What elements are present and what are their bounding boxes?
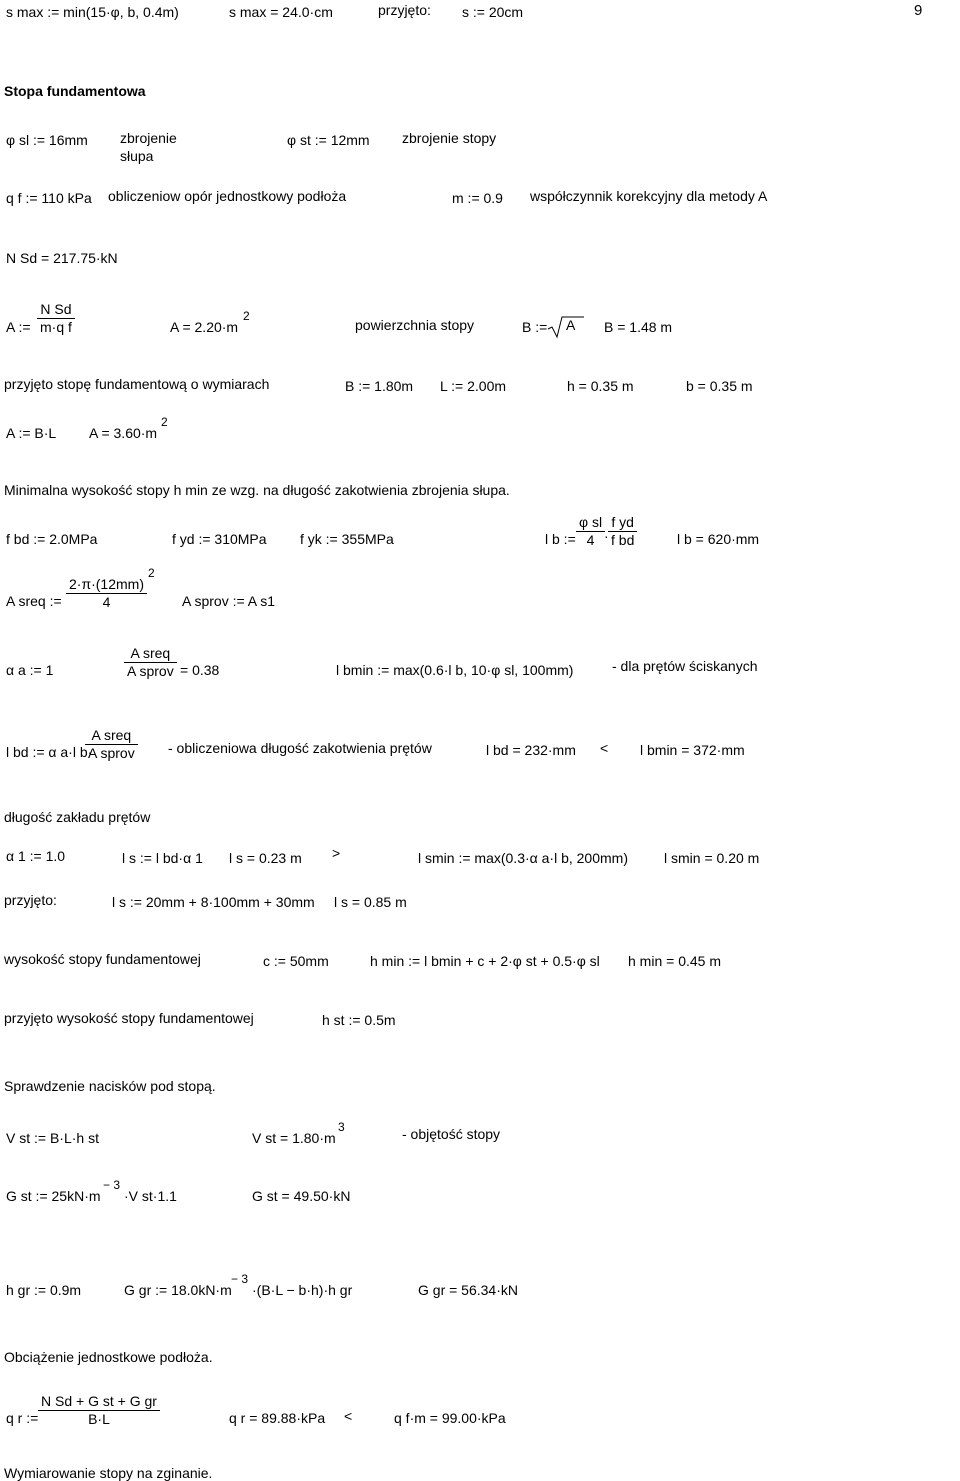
gst-value: G st = 49.50·kN [252,1188,351,1204]
B-lhs: B := [522,319,548,335]
asreq-numerator: 2·π·(12mm) [69,576,144,592]
lbmin-value: l bmin = 372·mm [640,742,745,758]
vst-exponent: 3 [338,1120,345,1134]
asprov-definition: A sprov := A s1 [182,593,276,609]
minimalna-wysokosc-label: Minimalna wysokość stopy h min ze wzg. na długość zakotwienia zbrojenia słupa. [4,482,510,498]
dla-pretow-label: - dla prętów ściskanych [612,658,758,674]
lb-fraction-2 [608,514,637,549]
wymiarowanie-heading: Wymiarowanie stopy na zginanie. [4,1465,213,1481]
lsmin-definition: l smin := max(0.3·α a·l b, 200mm) [418,850,628,866]
zbrojenie-slupa-label-2: słupa [120,148,154,164]
lb-denominator-2: f bd [611,532,635,548]
less-than-sign-2: < [344,1408,353,1424]
A-numerator: N Sd [40,301,72,317]
przyjeto-label: przyjęto: [378,2,431,18]
lbd-description: - obliczeniowa długość zakotwienia prętów [168,740,432,756]
lb-numerator-2: f yd [611,514,634,530]
asreq-lhs: A sreq := [6,593,62,609]
phi-sl-definition: φ sl := 16mm [6,132,88,148]
obciazenie-heading: Obciążenie jednostkowe podłoża. [4,1349,213,1365]
vst-value: V st = 1.80·m [252,1130,336,1146]
smax-value: s max = 24.0·cm [229,4,333,20]
ls-value: l s = 0.23 m [229,850,302,866]
qfm-value: q f·m = 99.00·kPa [394,1410,506,1426]
lbmin-definition: l bmin := max(0.6·l b, 10·φ sl, 100mm) [336,662,574,678]
A-denominator: m·q f [40,319,72,335]
qr-denominator: B·L [88,1411,110,1427]
lbd-numerator: A sreq [91,727,132,743]
qr-value: q r = 89.88·kPa [229,1410,326,1426]
gst-exponent: − 3 [103,1178,121,1192]
as-ratio-value: = 0.38 [180,662,220,678]
lb-fraction-1 [576,514,605,549]
dlugosc-zakladu-label: długość zakładu prętów [4,809,151,825]
vst-definition: V st := B·L·h st [6,1130,99,1146]
h-value: h = 0.35 m [567,378,634,394]
A-value: A = 2.20·m [170,319,239,335]
hgr-definition: h gr := 0.9m [6,1282,82,1298]
qr-lhs: q r := [6,1410,39,1426]
alpha1-definition: α 1 := 1.0 [6,848,66,864]
B-set: B := 1.80m [345,378,414,394]
m-description: współczynnik korekcyjny dla metody A [530,188,768,204]
hmin-definition: h min := l bmin + c + 2·φ st + 0.5·φ sl [370,953,600,969]
przyjeto-label-2: przyjęto: [4,892,57,908]
ls-definition: l s := l bd·α 1 [122,850,203,866]
qr-fraction [38,1393,160,1428]
as-ratio-fraction [124,645,177,680]
lbd-denominator: A sprov [88,745,135,761]
nsd-value: N Sd = 217.75·kN [6,250,118,266]
objetosc-label: - objętość stopy [402,1126,501,1142]
lb-lhs: l b := [545,531,576,547]
hmin-value: h min = 0.45 m [628,953,721,969]
phi-st-definition: φ st := 12mm [287,132,370,148]
gst-definition-tail: ·V st·1.1 [124,1188,177,1204]
zbrojenie-stopy-label: zbrojenie stopy [402,130,497,146]
asreq-exponent: 2 [148,566,155,580]
przyjeto-wymiary-label: przyjęto stopę fundamentową o wymiarach [4,376,270,392]
m-definition: m := 0.9 [452,190,503,206]
zbrojenie-slupa-label-1: zbrojenie [120,130,177,146]
wysokosc-stopy-label: wysokość stopy fundamentowej [4,951,201,967]
qr-numerator: N Sd + G st + G gr [41,1393,157,1409]
as-ratio-denominator: A sprov [127,663,174,679]
ggr-definition: G gr := 18.0kN·m [124,1282,232,1298]
lb-value: l b = 620·mm [677,531,760,547]
fyk-definition: f yk := 355MPa [300,531,394,547]
lb-denominator-1: 4 [586,532,595,548]
ggr-definition-tail: ·(B·L − b·h)·h gr [252,1282,353,1298]
lbd-value: l bd = 232·mm [486,742,576,758]
asreq-denominator: 4 [102,594,111,610]
qf-definition: q f := 110 kPa [6,190,92,206]
B-sqrt [546,315,586,339]
as-ratio-numerator: A sreq [130,645,171,661]
fyd-definition: f yd := 310MPa [172,531,267,547]
qf-description: obliczeniow opór jednostkowy podłoża [108,188,347,204]
ls-value-2: l s = 0.85 m [334,894,407,910]
gst-definition: G st := 25kN·m [6,1188,101,1204]
ggr-exponent: − 3 [231,1272,249,1286]
A-fraction [37,301,75,336]
ls-set: l s := 20mm + 8·100mm + 30mm [112,894,315,910]
L-set: L := 2.00m [440,378,507,394]
page-number: 9 [914,2,923,19]
c-definition: c := 50mm [263,953,329,969]
A-BL-definition: A := B·L [6,425,57,441]
A-lhs: A := [6,319,31,335]
A-value-2-exponent: 2 [161,415,168,429]
hst-definition: h st := 0.5m [322,1012,396,1028]
sprawdzenie-heading: Sprawdzenie nacisków pod stopą. [4,1078,216,1094]
fbd-definition: f bd := 2.0MPa [6,531,98,547]
smax-definition: s max := min(15·φ, b, 0.4m) [6,4,179,20]
less-than-sign: < [600,740,609,756]
alpha-a-definition: α a := 1 [6,662,54,678]
greater-than-sign: > [332,845,341,861]
powierzchnia-label: powierzchnia stopy [355,317,475,333]
lbd-fraction [85,727,138,762]
A-value-2: A = 3.60·m [89,425,158,441]
section-heading-stopa: Stopa fundamentowa [4,83,146,99]
B-value: B = 1.48 m [604,319,673,335]
b-value: b = 0.35 m [686,378,753,394]
lsmin-value: l smin = 0.20 m [664,850,760,866]
A-value-exponent: 2 [243,309,250,323]
lbd-lhs: l bd := α a·l b· [6,744,93,760]
lb-numerator-1: φ sl [579,514,603,530]
ggr-value: G gr = 56.34·kN [418,1282,518,1298]
przyjeto-wysokosc-label: przyjęto wysokość stopy fundamentowej [4,1010,254,1026]
s-definition: s := 20cm [462,4,524,20]
asreq-fraction [66,576,147,611]
B-radicand: A [566,317,576,333]
